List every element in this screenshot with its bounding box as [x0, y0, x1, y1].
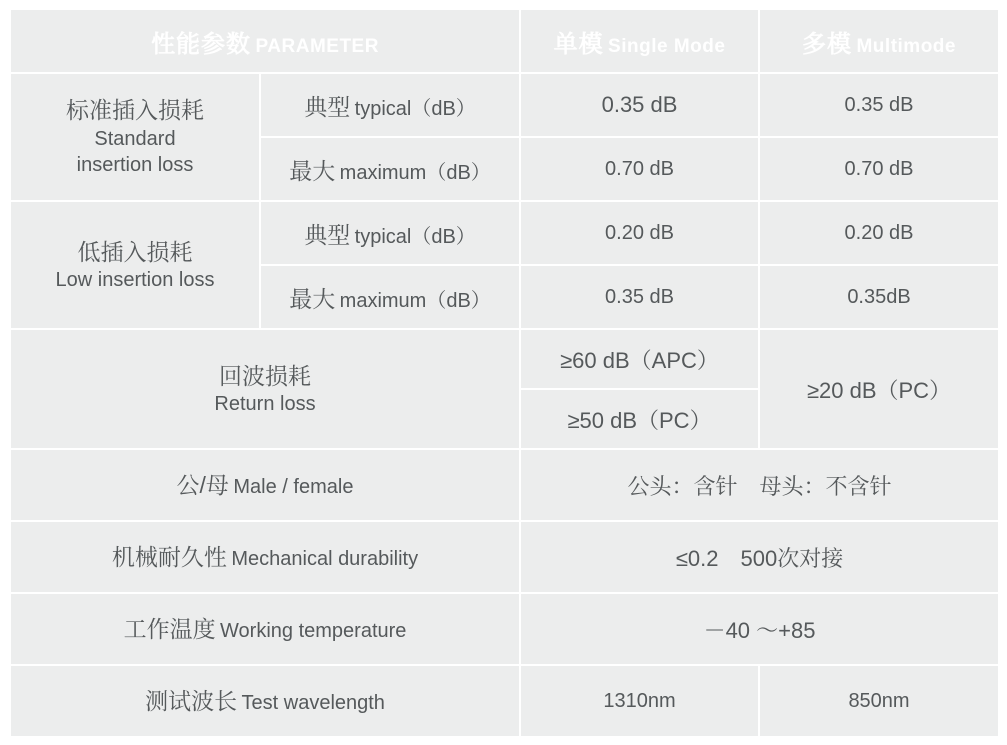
male-female-label-cn: 公/母 — [176, 471, 229, 498]
wavelength-multi: 850nm — [759, 665, 999, 737]
low-loss-typical-label — [260, 201, 520, 265]
low-loss-max-label — [260, 265, 520, 329]
return-loss-label-cn: 回波损耗 — [219, 362, 311, 389]
male-female-value: 公头：含针 母头：不含针 — [520, 449, 999, 521]
row-label-standard-insertion-loss — [10, 73, 260, 201]
wavelength-label-en: Test wavelength — [241, 691, 385, 714]
low-loss-max-cn: 最大 — [289, 285, 336, 312]
temperature-label-cn: 工作温度 — [123, 615, 216, 642]
temperature-value: －40 ～+85 — [520, 593, 999, 665]
standard-loss-typical-en: typical（dB） — [354, 97, 476, 120]
wavelength-label-cn: 测试波长 — [145, 687, 238, 714]
standard-loss-max-label — [260, 137, 520, 201]
low-loss-typical-cn: 典型 — [304, 221, 351, 248]
durability-value: ≤0.2 500次对接 — [520, 521, 999, 593]
specification-table — [9, 8, 1000, 738]
standard-loss-label-en-line2: insertion loss — [76, 154, 194, 177]
return-loss-multi: ≥20 dB（PC） — [759, 329, 999, 449]
header-multimode-cn: 多模 — [802, 30, 853, 58]
standard-loss-typical-multi: 0.35 dB — [759, 73, 999, 137]
header-multimode-en: Multimode — [856, 35, 956, 57]
standard-loss-typical-single: 0.35 dB — [520, 73, 759, 137]
standard-loss-label-cn: 标准插入损耗 — [66, 97, 204, 124]
header-multimode — [759, 9, 999, 73]
header-single-mode-cn: 单模 — [553, 30, 604, 58]
header-single-mode-en: Single Mode — [608, 35, 726, 57]
table-row — [10, 449, 999, 521]
return-loss-label-en: Return loss — [214, 392, 316, 415]
row-label-test-wavelength — [10, 665, 520, 737]
male-female-label-en: Male / female — [233, 475, 354, 498]
header-parameter-cn: 性能参数 — [151, 30, 252, 58]
row-label-low-insertion-loss — [10, 201, 260, 329]
low-loss-label-en: Low insertion loss — [55, 268, 215, 291]
header-single-mode — [520, 9, 759, 73]
standard-loss-typical-cn: 典型 — [304, 93, 351, 120]
return-loss-single-pc: ≥50 dB（PC） — [520, 389, 759, 449]
table-row — [10, 521, 999, 593]
low-loss-typical-en: typical（dB） — [354, 225, 476, 248]
header-parameter-en: PARAMETER — [255, 35, 379, 57]
standard-loss-max-en: maximum（dB） — [339, 161, 491, 184]
low-loss-max-en: maximum（dB） — [339, 289, 491, 312]
standard-loss-label-en-line1: Standard — [94, 127, 176, 150]
row-label-mechanical-durability — [10, 521, 520, 593]
temperature-label-en: Working temperature — [220, 619, 407, 642]
standard-loss-max-single: 0.70 dB — [520, 137, 759, 201]
row-label-male-female — [10, 449, 520, 521]
row-label-return-loss — [10, 329, 520, 449]
table-row — [10, 201, 999, 265]
table-row — [10, 329, 999, 389]
wavelength-single: 1310nm — [520, 665, 759, 737]
table-row — [10, 73, 999, 137]
low-loss-typical-single: 0.20 dB — [520, 201, 759, 265]
row-label-working-temperature — [10, 593, 520, 665]
low-loss-typical-multi: 0.20 dB — [759, 201, 999, 265]
low-loss-max-single: 0.35 dB — [520, 265, 759, 329]
return-loss-single-apc: ≥60 dB（APC） — [520, 329, 759, 389]
table-row — [10, 665, 999, 737]
durability-label-en: Mechanical durability — [231, 547, 419, 570]
low-loss-label-cn: 低插入损耗 — [77, 238, 193, 265]
table-header-row — [10, 9, 999, 73]
table-row — [10, 593, 999, 665]
standard-loss-max-multi: 0.70 dB — [759, 137, 999, 201]
standard-loss-max-cn: 最大 — [289, 157, 336, 184]
durability-label-cn: 机械耐久性 — [111, 543, 227, 570]
header-parameter — [10, 9, 520, 73]
low-loss-max-multi: 0.35dB — [759, 265, 999, 329]
standard-loss-typical-label — [260, 73, 520, 137]
